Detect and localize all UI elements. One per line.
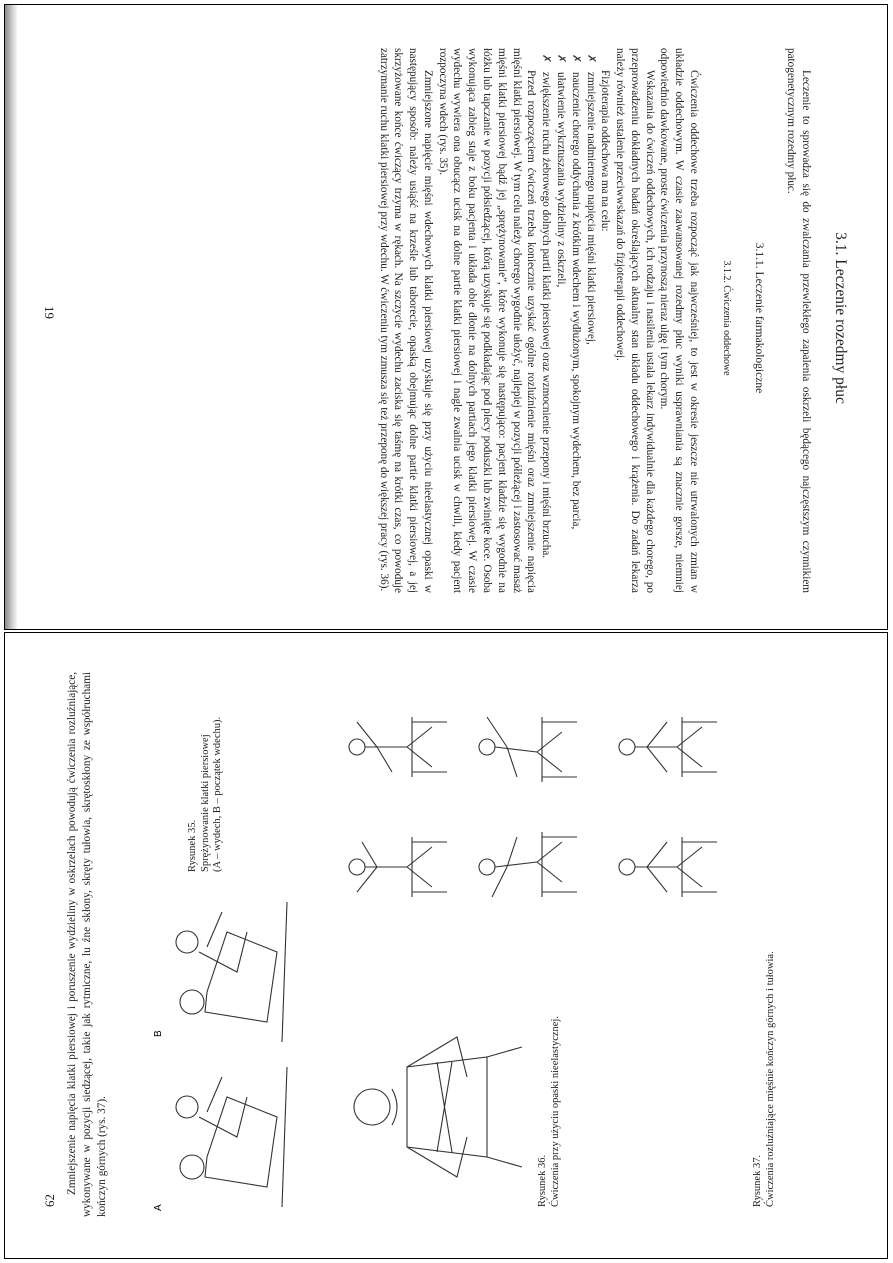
caption-title: Rysunek 36. — [537, 1154, 548, 1207]
scan-shadow — [5, 5, 17, 629]
paragraph-1: Ćwiczenia oddechowe trzeba rozpocząć jak najwcześniej, to jest w okresie jeszcze nie utrwalonych zmian w układzie oddechowym. W czasie zaawansowanej rozedmy płuc wyniki usprawniania są znacznie gorsze, niemniej odpowiednio dawkowane, proste ćwiczenia przynoszą nieraz ulgę i tym chorym. — [658, 48, 700, 593]
list-item: ✗ zwiększenie ruchu żebrowego dolnych partii klatki piersiowej oraz wzmocnienie przepony i mięśni brzucha. — [540, 54, 553, 559]
section-title: 3.1.1. Leczenie farmakologiczne — [753, 242, 765, 394]
scanned-page-bottom — [4, 632, 888, 1259]
tick-mark-icon: ✗ — [584, 54, 597, 64]
figure-label-b: B — [153, 1030, 164, 1037]
subsection-title: 3.1.2. Ćwiczenia oddechowe — [721, 260, 732, 376]
caption-title: Rysunek 37. — [752, 1154, 763, 1207]
caption-text: Sprężynowanie klatki piersiowej — [199, 734, 211, 872]
paragraph-5: Zmniejszone napięcie mięśni wdechowych klatki piersiowej uzyskuje się przy użyciu nieelastycznej opaski w następujący sposób: należy usiąść na krześle lub taborecie, opaską obejmując dolne partie klatki piersiowej, a jej skrzyżowane końce ćwiczący trzyma w rękach. Na szczycie wydechu zaciska się taśmę na krótki czas, co powoduje zatrzymanie ruchu klatki piersiowej przy wdechu. W ćwiczeniu tym zmusza się też przeponę do większej pracy (rys. 36). — [377, 48, 434, 593]
figure-37-caption — [752, 687, 777, 1207]
figure-36 — [337, 1007, 527, 1207]
paragraph-2: Wskazania do ćwiczeń oddechowych, ich rodzaju i nasilenia ustala lekarz indywidualnie dla każdego chorego, po przeprowadzeniu dokładnych badań określających aktualny stan układu oddechowego i krążenia. Do zadań lekarza należy również ustalenie przeciwwskazań do fizjoterapii oddechowej. — [614, 48, 656, 593]
list-item: ✗ zmniejszenie nadmiernego napięcia mięśni klatki piersiowej, — [584, 54, 597, 345]
caption-text: Ćwiczenia przy użyciu opaski nieelastycznej. — [549, 1016, 561, 1207]
figure-36-caption — [537, 947, 562, 1207]
list-item: ✗ nauczenie chorego oddychania z krótkim wdechem i wydłużonym, spokojnym wydechem, bez parcia, — [569, 54, 582, 530]
rotated-page-61 — [17, 18, 877, 618]
figure-35 — [147, 887, 307, 1217]
massage-illustration — [147, 887, 307, 1217]
paragraph-4: Przed rozpoczęciem ćwiczeń trzeba koniecznie uzyskać ogólne rozluźnienie mięśni oraz zmniejszenie napięcia mięśni klatki piersiowej. W tym celu należy chorego wygodnie ułożyć, najlepiej w pozycji półleżącej i zastosować masaż mięśni klatki piersiowej bądź jej „sprężynowanie”, które wykonuje się następująco: pacjent kładzie się wygodnie na łóżku lub tapczanie w pozycji półsiedzącej, którą uzyskuje się podkładając pod plecy poduszki lub zwinięte koce. Osoba wykonująca zabieg staje z boku pacjenta i układa obie dłonie na dolnych partiach jego klatki piersiowej. W czasie wydechu wywiera ona obucącz ucisk na dolne partie klatki piersiowej i nagle zwalnia ucisk w chwili, kiedy pacjent rozpoczyna wdech (rys. 35). — [436, 48, 538, 593]
caption-title: Rysunek 35. — [187, 819, 198, 872]
caption-text: Ćwiczenia rozluźniające mięśnie kończyn górnych i tułowia. — [764, 951, 776, 1207]
paragraph-3: Fizjoterapia oddechowa ma na celu: — [599, 70, 612, 232]
figure-37 — [337, 677, 737, 917]
scanned-page-top — [4, 4, 888, 630]
seated-exercises-illustration — [337, 677, 737, 917]
rotated-page-62 — [17, 647, 877, 1247]
figure-label-a: A — [153, 1204, 164, 1211]
page-number: 19 — [42, 306, 57, 319]
tick-mark-icon: ✗ — [540, 54, 553, 64]
band-exercise-illustration — [337, 1007, 527, 1207]
list-item: ✗ ułatwienie wykrztuszania wydzieliny z oskrzeli, — [554, 54, 567, 288]
caption-note: (A – wydech, B – początek wdechu). — [212, 716, 224, 872]
page-number: 62 — [42, 1194, 57, 1207]
paragraph-1: Zmniejszenie napięcia klatki piersiowej i poruszenie wydzieliny w oskrzelach powodują ćwiczenia rozluźniające, wykonywane w pozycji siedzącej, takie jak rytmiczne, lu źne skłony, skręty tułowia, skrętoskłony ze współruchami kończyn górnych (rys. 37). — [66, 672, 108, 1217]
figure-35-caption — [187, 672, 225, 872]
intro-paragraph: Leczenie to sprowadza się do zwalczania przewlekłego zapalenia oskrzeli będącego najczęstszym czynnikiem patogenetycznym rozedmy płuc. — [785, 48, 812, 593]
tick-mark-icon: ✗ — [554, 54, 567, 64]
goals-list — [538, 48, 597, 593]
tick-mark-icon: ✗ — [569, 54, 582, 64]
chapter-title: 3.1. Leczenie rozedmy płuc — [832, 232, 849, 404]
